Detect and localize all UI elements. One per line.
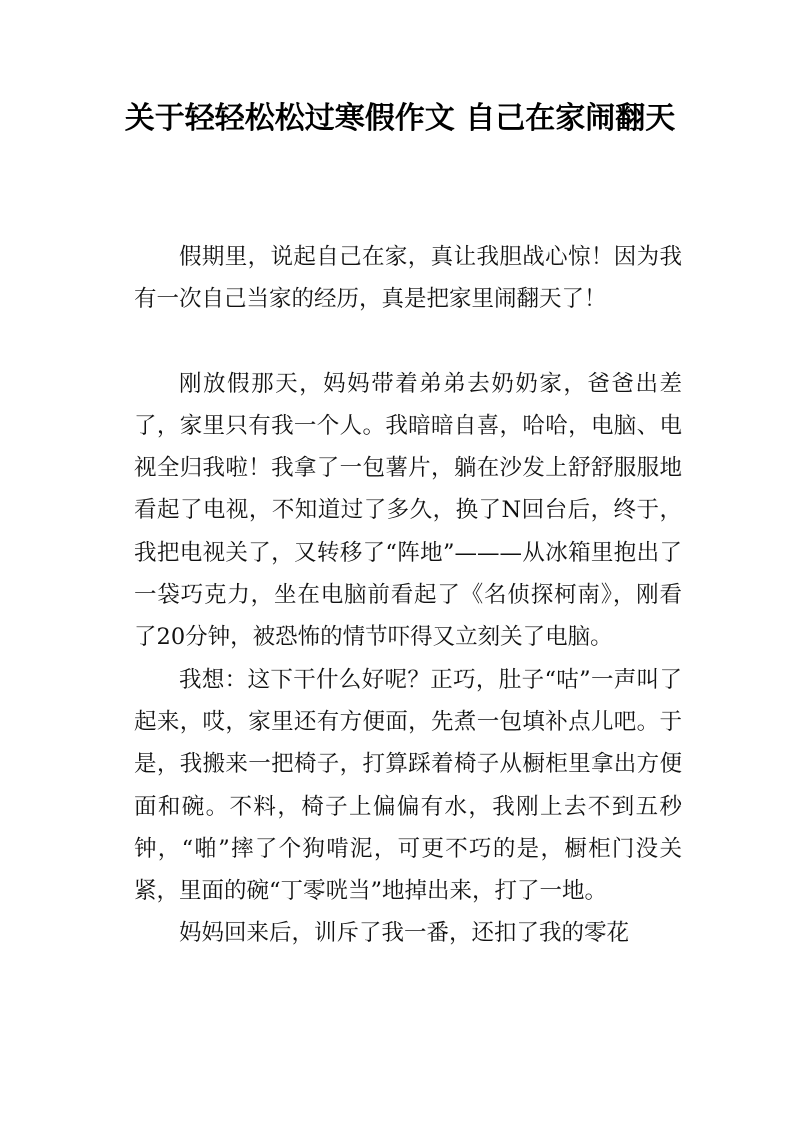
paragraph-2: 刚放假那天，妈妈带着弟弟去奶奶家，爸爸出差了，家里只有我一个人。我暗暗自喜，哈哈，电脑、电视全归我啦！我拿了一包薯片，躺在沙发上舒舒服服地看起了电视，不知道过了多久，换了N回台后，终于，我把电视关了，又转移了“阵地”———从冰箱里抱出了一袋巧克力，坐在电脑前看起了《名侦探柯南》，刚看了20分钟，被恐怖的情节吓得又立刻关了电脑。 bbox=[134, 370, 682, 651]
document-title: 关于轻轻松松过寒假作文 自己在家闹翻天 bbox=[124, 101, 676, 136]
paragraph-3: 我想：这下干什么好呢？正巧，肚子“咕”一声叫了起来，哎，家里还有方便面，先煮一包填补点儿吧。于是，我搬来一把椅子，打算踩着椅子从橱柜里拿出方便面和碗。不料，椅子上偏偏有水，我刚上去不到五秒钟，“啪”摔了个狗啃泥，可更不巧的是，橱柜门没关紧，里面的碗“丁零咣当”地掉出来，打了一地。 bbox=[134, 666, 682, 905]
paragraph-4: 妈妈回来后，训斥了我一番，还扣了我的零花 bbox=[179, 920, 630, 947]
document-body bbox=[134, 236, 682, 955]
paragraph-1: 假期里，说起自己在家，真让我胆战心惊！因为我有一次自己当家的经历，真是把家里闹翻天了！ bbox=[134, 244, 682, 313]
